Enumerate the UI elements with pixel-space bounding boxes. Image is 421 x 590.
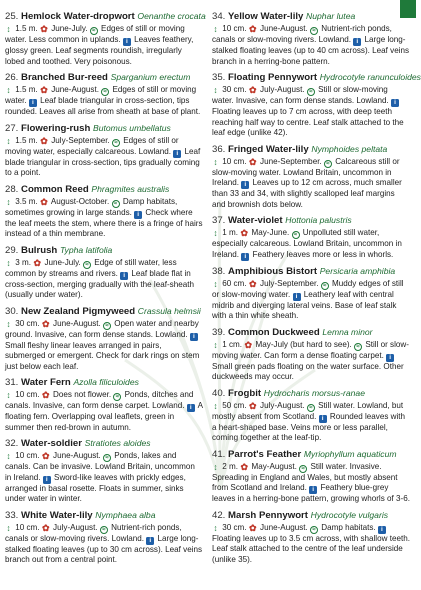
species-number: 40. (212, 387, 226, 399)
flower-icon: ✿ (42, 390, 50, 400)
flower-icon: ✿ (42, 522, 50, 533)
flowering-period: June-August. (260, 24, 308, 33)
species-heading (5, 10, 206, 23)
height-value: 1.5 m. (15, 135, 38, 145)
species-entry (212, 71, 421, 139)
species-name: Water-violet (228, 215, 283, 226)
species-number: 32. (5, 438, 19, 449)
height-icon: ↕ (6, 135, 11, 146)
flower-icon: ✿ (40, 24, 48, 34)
flower-icon: ✿ (249, 400, 257, 411)
species-latin-name: Butomus umbellatus (92, 122, 171, 133)
species-entry (5, 183, 203, 240)
species-number: 37. (212, 215, 226, 226)
height-icon: ↕ (6, 318, 11, 329)
species-name: Parrot's Feather (228, 448, 302, 460)
height-value: 1 cm. (222, 339, 243, 349)
habitat-text: Still water. Invasive. Spreading in England and Wales, but mostly absent from Scotland and Ireland. (212, 461, 398, 492)
species-description (5, 451, 203, 505)
info-icon: i (29, 99, 37, 107)
species-heading (5, 122, 203, 135)
height-icon: ↕ (213, 339, 218, 350)
species-description (212, 157, 410, 211)
info-icon: i (173, 150, 181, 158)
species-description (5, 319, 203, 373)
species-description (5, 258, 203, 301)
species-name: Marsh Pennywort (228, 509, 308, 521)
species-name: Branched Bur-reed (21, 72, 108, 83)
water-icon: ≈ (310, 526, 318, 534)
species-number: 28. (5, 183, 19, 195)
species-number: 29. (5, 244, 19, 256)
species-latin-name: Nymphaea alba (95, 509, 156, 520)
species-number: 38. (212, 265, 226, 277)
habitat-text: Still or slow-moving water. Can form a dense floating carpet. (212, 339, 409, 360)
water-icon: ≈ (113, 393, 121, 401)
species-number: 36. (212, 143, 226, 155)
species-name: White Water-lily (21, 509, 93, 521)
species-number: 35. (212, 72, 226, 83)
species-latin-name: Persicaria amphibia (319, 265, 396, 276)
species-heading (5, 305, 203, 318)
flowering-period: June-September. (260, 156, 322, 166)
flower-icon: ✿ (249, 24, 257, 34)
species-latin-name: Lemna minor (322, 326, 373, 337)
height-icon: ↕ (213, 156, 218, 167)
height-icon: ↕ (213, 461, 218, 472)
info-icon: i (120, 272, 128, 280)
species-name: New Zealand Pigmyweed (21, 305, 136, 317)
height-value: 3.5 m. (15, 196, 38, 206)
species-name: Floating Pennywort (228, 72, 318, 83)
height-value: 1.5 m. (15, 24, 38, 33)
habitat-text: Nutrient-rich ponds, canals or slow-moving rivers. Lowland. (5, 522, 182, 543)
species-entry (212, 10, 410, 67)
leaf-description: Small green pads floating on the water surface. Other duckweeds may occur. (212, 361, 404, 381)
species-name: Water Fern (21, 377, 71, 388)
species-heading (212, 143, 410, 156)
height-icon: ↕ (213, 24, 218, 34)
water-icon: ≈ (307, 88, 315, 96)
height-icon: ↕ (6, 451, 11, 461)
water-icon: ≈ (299, 465, 307, 473)
habitat-text: Still water. Lowland, but mostly absent from Scotland. (212, 400, 404, 421)
water-icon: ≈ (83, 261, 91, 269)
info-icon: i (190, 333, 198, 341)
species-description (212, 401, 410, 444)
species-number: 27. (5, 122, 19, 134)
habitat-text: Unpolluted still water, especially calcareous. Lowland Britain, uncommon in Ireland. (212, 228, 402, 259)
leaf-description: Leaf blade triangular in cross-section, tips rounded. Leaves all arise from sheath at base of plant. (5, 96, 201, 116)
species-heading (5, 437, 203, 450)
height-icon: ↕ (6, 85, 11, 95)
species-description (5, 85, 203, 118)
species-number: 39. (212, 326, 226, 338)
flower-icon: ✿ (240, 461, 249, 472)
flower-icon: ✿ (40, 196, 48, 207)
species-name: Common Reed (21, 183, 89, 195)
water-icon: ≈ (307, 404, 315, 412)
flower-icon: ✿ (249, 85, 257, 95)
leaf-description: Leaves feathery, glossy green. Leaf segments roundish, irregularly lobed and toothed. Very poisonous. (5, 35, 194, 66)
species-description (5, 136, 203, 179)
species-heading (212, 448, 410, 461)
flowering-period: July-September. (260, 278, 319, 288)
height-icon: ↕ (213, 278, 218, 289)
species-heading (5, 376, 203, 389)
species-number: 30. (5, 305, 19, 317)
species-latin-name: Stratiotes aloides (84, 438, 151, 448)
flowering-period: July-August. (53, 522, 98, 532)
info-icon: i (293, 293, 301, 301)
species-heading (212, 10, 410, 23)
height-value: 50 cm. (222, 400, 247, 410)
species-heading (212, 265, 410, 278)
info-icon: i (187, 404, 195, 412)
species-latin-name: Hottonia palustris (285, 215, 352, 225)
flowering-period: July-August. (260, 85, 305, 94)
flowering-period: June-August. (51, 85, 99, 94)
flowering-period: June-August. (53, 451, 101, 460)
info-icon: i (241, 181, 249, 189)
height-icon: ↕ (6, 390, 11, 400)
flowering-period: Does not flower. (53, 390, 112, 399)
height-value: 30 cm. (15, 318, 40, 328)
species-heading (212, 71, 421, 84)
species-latin-name: Crassula helmsii (137, 305, 201, 316)
info-icon: i (353, 38, 361, 46)
leaf-description: Large long-stalked floating leaves (up to 30 cm across). Leaf veins branch out from a central point. (5, 533, 203, 564)
species-latin-name: Myriophyllum aquaticum (303, 448, 397, 459)
species-description (212, 523, 410, 566)
flower-icon: ✿ (244, 339, 253, 350)
species-latin-name: Azolla filiculoides (73, 377, 139, 387)
info-icon: i (391, 99, 399, 107)
info-icon: i (43, 476, 51, 484)
species-name: Common Duckweed (228, 326, 320, 338)
info-icon: i (386, 354, 394, 362)
species-entry (5, 305, 203, 373)
leaf-description: Leaf blade triangular in cross-section, tips gradually coming to a point. (5, 146, 201, 177)
flowering-period: July-September. (51, 135, 110, 145)
species-heading (212, 326, 410, 339)
water-icon: ≈ (292, 231, 300, 239)
water-icon: ≈ (324, 160, 332, 168)
species-latin-name: Hydrocharis morsus-ranae (263, 387, 365, 398)
leaf-description: Large long-stalked floating leaves (up to 40 cm across). Leaf veins branch in a herring-bone pattern. (212, 35, 410, 66)
water-icon: ≈ (103, 322, 111, 330)
habitat-text: Ponds, lakes and canals. Can be invasive. Lowland Britain, uncommon in Ireland. (5, 451, 195, 482)
habitat-text: Edge of still water, less common by streams and rivers. (5, 257, 177, 278)
flowering-period: June-July. (44, 257, 81, 267)
leaf-description: Feathery leaves more or less in whorls. (252, 249, 394, 259)
species-entry (212, 448, 410, 505)
leaf-description: Floating leaves up to 3.5 cm across, with shallow teeth. Leaf stalk attached to the centre of the leaf underside (unlike 35). (212, 533, 410, 564)
water-icon: ≈ (112, 200, 120, 208)
habitat-text: Still or slow-moving water. Invasive, can form dense stands. Lowland. (212, 85, 389, 105)
info-icon: i (378, 526, 386, 534)
species-heading (5, 509, 203, 522)
habitat-text: Edges of still or moving water. (5, 85, 197, 105)
flowering-period: July-August. (260, 400, 305, 410)
height-value: 1 m. (222, 228, 238, 237)
flower-icon: ✿ (249, 156, 257, 167)
water-icon: ≈ (103, 454, 111, 462)
species-entry (5, 122, 203, 179)
flowering-period: June-August. (53, 318, 101, 328)
species-number: 25. (5, 11, 19, 22)
water-icon: ≈ (101, 88, 109, 96)
info-icon: i (146, 537, 154, 545)
species-entry (5, 376, 203, 433)
species-latin-name: Sparganium erectum (110, 72, 191, 82)
flower-icon: ✿ (249, 522, 257, 533)
height-value: 2 m. (222, 461, 238, 471)
height-value: 10 cm. (15, 390, 40, 399)
leaf-description: Small fleshy linear leaves arranged in pairs, submerged or emergent. Check for dark rings on stem just below each leaf. (5, 340, 200, 371)
species-description (212, 462, 410, 505)
leaf-description: Floating leaves up to 7 cm across, with deep teeth reaching half way to centre. Leaf stalk attached to the leaf edge (unlike 42). (212, 107, 404, 137)
species-number: 31. (5, 377, 19, 388)
species-description (212, 85, 410, 139)
species-description (212, 279, 410, 322)
leaf-description: Leathery leaf with central midrib and diverging lateral veins. Base of leaf stalk with a thin white sheath. (212, 289, 397, 320)
habitat-text: Edges of still or moving water. Less common in uplands. (5, 24, 185, 44)
species-description (212, 340, 410, 383)
flower-icon: ✿ (42, 451, 50, 461)
flowering-period: June-August. (260, 522, 308, 532)
water-icon: ≈ (90, 27, 98, 35)
flower-icon: ✿ (42, 318, 50, 329)
height-icon: ↕ (213, 85, 218, 95)
height-value: 3 m. (15, 257, 31, 267)
species-name: Hemlock Water-dropwort (21, 11, 135, 22)
height-icon: ↕ (213, 522, 218, 533)
species-latin-name: Typha latifolia (59, 244, 113, 255)
water-icon: ≈ (100, 526, 108, 534)
species-number: 42. (212, 509, 226, 521)
species-heading (5, 244, 203, 257)
water-icon: ≈ (310, 27, 318, 35)
species-entry (5, 10, 206, 67)
flower-icon: ✿ (249, 278, 257, 289)
height-icon: ↕ (6, 257, 11, 268)
water-icon: ≈ (112, 139, 120, 147)
height-icon: ↕ (6, 522, 11, 533)
species-entry (212, 509, 410, 566)
habitat-text: Calcareous still or slow-moving water. Lowland Britain, uncommon in Ireland. (212, 156, 400, 187)
info-icon: i (309, 486, 317, 494)
flower-icon: ✿ (40, 135, 48, 146)
flowering-period: May-June. (251, 228, 290, 237)
leaf-description: Leaves up to 12 cm across, much smaller than 33 and 34, with slightly scalloped leaf margins and brownish dots below. (212, 178, 402, 209)
water-icon: ≈ (321, 282, 329, 290)
height-icon: ↕ (213, 400, 218, 411)
leaf-description: Sword-like leaves with prickly edges, arranged in basal rosette. Floats in summer, sinks under water in winter. (5, 472, 186, 503)
species-entry (212, 387, 410, 444)
height-value: 10 cm. (15, 451, 40, 460)
species-name: Yellow Water-lily (228, 11, 304, 22)
species-heading (212, 509, 410, 522)
species-description (5, 523, 203, 566)
flower-icon: ✿ (40, 85, 48, 95)
leaf-description: Check where the leaf meets the stem, where there is a fringe of hairs instead of a thin membrane. (5, 207, 203, 238)
species-latin-name: Nymphoides peltata (311, 143, 388, 154)
habitat-text: Ponds, ditches and canals. Invasive, can form dense carpet. Lowland. (5, 390, 194, 410)
height-icon: ↕ (213, 228, 218, 238)
species-latin-name: Oenanthe crocata (137, 11, 206, 21)
species-entry (212, 214, 410, 261)
leaf-description: Feathery blue-grey leaves in a herring-bone pattern, growing whorls of 3-6. (212, 483, 410, 503)
species-name: Bulrush (21, 244, 58, 256)
height-value: 60 cm. (222, 278, 247, 288)
species-number: 33. (5, 509, 19, 521)
species-name: Flowering-rush (21, 122, 91, 134)
species-name: Water-soldier (21, 438, 82, 449)
species-entry (212, 265, 410, 322)
habitat-text: Nutrient-rich ponds, canals or slow-moving rivers. Lowland. (212, 24, 392, 44)
flowering-period: June-July. (51, 24, 88, 33)
height-value: 30 cm. (222, 85, 247, 94)
leaf-description: Leaf blade flat in cross-section, merging gradually with the leaf-sheath (usually under water). (5, 268, 194, 299)
habitat-text: Damp habitats, sometimes growing in large stands. (5, 196, 178, 217)
species-entry (5, 244, 203, 301)
habitat-text: Edges of still or moving water, especially calcareous. Lowland. (5, 135, 179, 156)
species-heading (212, 214, 410, 227)
species-heading (5, 183, 203, 196)
habitat-text: Open water and nearby ground. Invasive, can form dense stands. Lowland. (5, 318, 199, 339)
habitat-text: Muddy edges of still or slow-moving water. (212, 278, 404, 299)
flowering-period: May-July (but hard to see). (255, 339, 352, 349)
info-icon: i (134, 211, 142, 219)
species-number: 41. (212, 448, 226, 460)
height-icon: ↕ (6, 196, 11, 207)
height-value: 10 cm. (222, 24, 247, 33)
height-value: 10 cm. (15, 522, 40, 532)
leaf-description: A floating fern. Overlapping oval leaflets, green in summer then red-brown in autumn. (5, 401, 203, 432)
species-entry (212, 143, 410, 211)
species-number: 26. (5, 72, 19, 83)
species-latin-name: Hydrocotyle ranunculoides (319, 72, 421, 82)
species-name: Frogbit (228, 387, 262, 399)
habitat-text: Damp habitats. (321, 522, 376, 532)
height-value: 30 cm. (222, 522, 247, 532)
species-entry (5, 71, 203, 118)
species-heading (212, 387, 410, 400)
flower-icon: ✿ (240, 228, 249, 238)
leaf-description: Rounded leaves with a heart-shaped base. Veins more or less parallel, coming together at the leaf-tip. (212, 411, 406, 442)
left-column (5, 10, 206, 584)
height-icon: ↕ (6, 24, 11, 34)
flowering-period: May-August. (251, 461, 297, 471)
species-name: Amphibious Bistort (228, 265, 318, 277)
species-latin-name: Phragmites australis (91, 183, 170, 194)
species-latin-name: Hydrocotyle vulgaris (310, 509, 389, 520)
species-description (5, 24, 203, 67)
species-entry (5, 509, 203, 566)
info-icon: i (319, 415, 327, 423)
species-description (5, 390, 203, 433)
species-latin-name: Nuphar lutea (306, 11, 356, 21)
species-description (5, 197, 203, 240)
species-name: Fringed Water-lily (228, 143, 309, 155)
species-entry (5, 437, 203, 505)
species-description (212, 228, 410, 261)
water-icon: ≈ (354, 343, 362, 351)
species-heading (5, 71, 203, 84)
flower-icon: ✿ (33, 257, 42, 268)
info-icon: i (241, 253, 249, 261)
species-description (212, 24, 410, 67)
species-entry (212, 326, 410, 383)
right-column (212, 10, 421, 584)
info-icon: i (123, 38, 131, 46)
height-value: 1.5 m. (15, 85, 38, 94)
species-columns (5, 10, 421, 584)
height-value: 10 cm. (222, 156, 247, 166)
flowering-period: August-October. (50, 196, 110, 206)
species-number: 34. (212, 11, 226, 22)
